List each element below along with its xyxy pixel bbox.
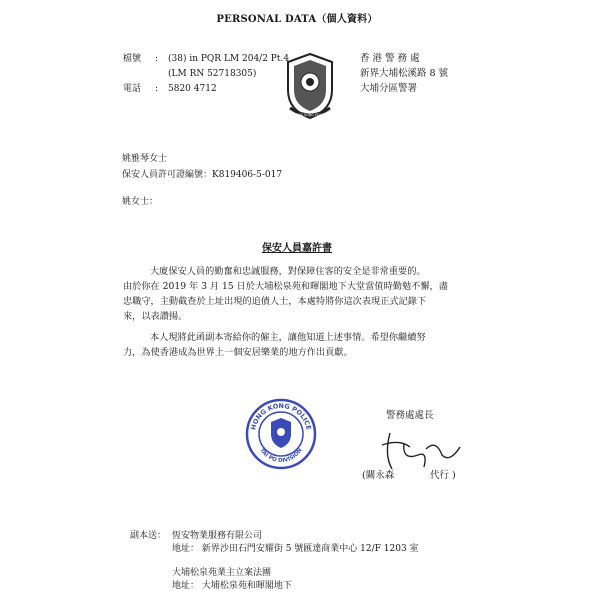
signer-acting: 代行 ): [430, 470, 456, 481]
sender-address-line2: 新界大埔松溪路 8 號: [360, 68, 449, 79]
subject-title: 保安人員嘉許書: [262, 243, 332, 254]
body-line: 力，為使香港成為世界上一個安居樂業的地方作出貢獻。: [123, 347, 353, 358]
signer-title: 警務處處長: [386, 410, 434, 421]
seal-bottom-text: TAI PO DIVISION: [258, 447, 304, 465]
body-line: 大廈保安人員的勤奮和忠誠服務，對保障住客的安全是非常重要的。: [150, 266, 426, 277]
handwritten-signature: [360, 425, 470, 475]
body-line: 來，以表讚揚。: [123, 311, 188, 322]
seal-top-text: HONG KONG POLICE: [249, 401, 313, 431]
crest-motto: HONG KONG POLICE: [292, 113, 328, 117]
recipient-name: 姚雅琴女士: [122, 154, 168, 164]
police-seal-stamp: [245, 398, 317, 470]
cc-company-address: 地址： 新界沙田石門安耀街 5 號匯達商業中心 12/F 1203 室: [172, 544, 419, 554]
file-number-sub: (LM RN 52718305): [168, 69, 257, 79]
salutation: 姚女士：: [122, 197, 159, 207]
sender-address-line3: 大埔分區警署: [360, 83, 418, 94]
sender-address-line1: 香 港 警 務 處: [360, 53, 420, 64]
body-line: 由於你在 2019 年 3 月 15 日於大埔松泉苑和暉閣地下大堂當值時勤勉不懈，盡: [123, 281, 448, 292]
document-header: PERSONAL DATA（個人資料）: [216, 14, 378, 25]
body-line: 本人現將此函副本寄給你的僱主，讓他知道上述事情。希望你繼續努: [150, 332, 426, 343]
cc-label: 副本送：: [130, 531, 167, 541]
body-line: 忠職守，主動截查於上址出現的追債人士，本處特將你這次表現正式記錄下: [123, 296, 427, 307]
cc-company: 恆安物業服務有限公司: [172, 531, 263, 541]
cc-committee-address: 地址： 大埔松泉苑和暉閣地下: [172, 581, 292, 591]
signer-name: (關永森: [362, 470, 395, 481]
file-number: (38) in PQR LM 204/2 Pt.4: [168, 54, 290, 64]
colon: :: [155, 84, 159, 94]
cc-committee: 大埔松泉苑業主立案法團: [172, 568, 272, 578]
colon: :: [155, 54, 159, 64]
recipient-permit: 保安人員許可證編號：K819406-5-017: [122, 170, 283, 180]
police-crest-logo: [280, 50, 340, 122]
phone-number: 5820 4712: [168, 84, 217, 94]
file-number-label: 檔號: [123, 54, 142, 64]
phone-label: 電話: [123, 84, 142, 94]
